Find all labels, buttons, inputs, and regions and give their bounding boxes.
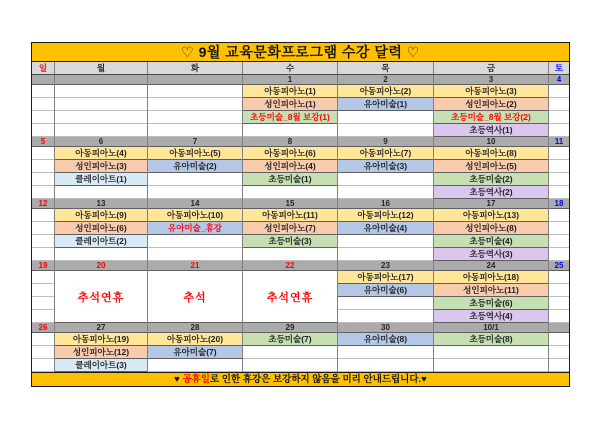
- week-row-4: [32, 261, 569, 323]
- empty-cell: [32, 248, 54, 261]
- weekday-header-thu: 목: [338, 62, 434, 74]
- empty-cell: [148, 111, 242, 124]
- empty-cell: [32, 85, 54, 98]
- class-entry: 성인피아노(4): [243, 160, 337, 173]
- day-content: [549, 147, 569, 199]
- empty-cell: [434, 346, 548, 359]
- class-entry: 성인피아노(12): [55, 346, 147, 359]
- class-entry: 아동피아노(20): [148, 333, 242, 346]
- empty-cell: [243, 248, 337, 261]
- date-cell: 9: [338, 137, 433, 147]
- empty-cell: [549, 111, 569, 124]
- empty-cell: [434, 359, 548, 372]
- empty-cell: [148, 359, 242, 372]
- date-cell: 24: [434, 261, 548, 271]
- footer-note-text: 로 인한 휴강은 보강하지 않음을 미리 안내드립니다.♥: [209, 374, 427, 385]
- weekday-header-row: [32, 62, 569, 75]
- day-column: [148, 261, 243, 323]
- class-entry: 초등미술(7): [243, 333, 337, 346]
- empty-cell: [32, 124, 54, 137]
- day-content: [148, 147, 242, 199]
- class-entry: 아동피아노(12): [338, 209, 433, 222]
- empty-cell: [549, 297, 569, 310]
- date-cell: [55, 75, 147, 85]
- date-cell: 4: [549, 75, 569, 85]
- day-column: [338, 323, 434, 372]
- class-entry: 초등역사(3): [434, 248, 548, 261]
- empty-cell: [55, 98, 147, 111]
- date-cell: 23: [338, 261, 433, 271]
- empty-cell: [148, 248, 242, 261]
- weeks-container: [32, 75, 569, 372]
- day-content: [338, 333, 433, 372]
- day-column: [549, 323, 569, 372]
- class-entry: 초등미술(6): [434, 297, 548, 310]
- empty-cell: [549, 209, 569, 222]
- empty-cell: [549, 222, 569, 235]
- empty-cell: [243, 186, 337, 199]
- empty-cell: [55, 111, 147, 124]
- day-content: [55, 333, 147, 372]
- day-column: [55, 199, 148, 261]
- day-content: [55, 271, 147, 323]
- day-column: [243, 137, 338, 199]
- day-column: [55, 75, 148, 137]
- day-column: [549, 261, 569, 323]
- class-entry: 아동피아노(11): [243, 209, 337, 222]
- footer-note-heart-left: ♥: [174, 374, 183, 385]
- empty-cell: [338, 297, 433, 310]
- day-content: [55, 147, 147, 199]
- date-cell: 30: [338, 323, 433, 333]
- empty-cell: [549, 248, 569, 261]
- empty-cell: [32, 333, 54, 346]
- class-entry: 클레이아트(1): [55, 173, 147, 186]
- class-entry: 아동피아노(10): [148, 209, 242, 222]
- week-row-2: [32, 137, 569, 199]
- day-content: [338, 85, 433, 137]
- class-entry: 아동피아노(19): [55, 333, 147, 346]
- day-content: [243, 333, 337, 372]
- day-column: [434, 199, 549, 261]
- weekday-header-wed: 수: [243, 62, 338, 74]
- date-cell: 11: [549, 137, 569, 147]
- empty-cell: [243, 346, 337, 359]
- day-column: [243, 199, 338, 261]
- class-entry: 초등미술(1): [243, 173, 337, 186]
- class-entry: 성인피아노(8): [434, 222, 548, 235]
- empty-cell: [243, 124, 337, 137]
- date-cell: 12: [32, 199, 54, 209]
- empty-cell: [32, 271, 54, 284]
- day-column: [55, 137, 148, 199]
- empty-cell: [338, 111, 433, 124]
- day-column: [148, 75, 243, 137]
- class-entry: 유아미술(6): [338, 284, 433, 297]
- empty-cell: [148, 235, 242, 248]
- empty-cell: [338, 124, 433, 137]
- class-entry: 아동피아노(4): [55, 147, 147, 160]
- date-cell: 27: [55, 323, 147, 333]
- day-column: [338, 137, 434, 199]
- empty-cell: [55, 248, 147, 261]
- class-entry: 클레이아트(2): [55, 235, 147, 248]
- class-entry: 초등미술(4): [434, 235, 548, 248]
- empty-cell: [549, 333, 569, 346]
- day-column: [55, 261, 148, 323]
- empty-cell: [148, 124, 242, 137]
- day-column: [549, 75, 569, 137]
- empty-cell: [549, 85, 569, 98]
- day-content: [32, 85, 54, 137]
- calendar-title: ♡ 9월 교육문화프로그램 수강 달력 ♡: [181, 44, 420, 60]
- day-column: [434, 75, 549, 137]
- day-content: [434, 147, 548, 199]
- empty-cell: [549, 284, 569, 297]
- empty-cell: [148, 98, 242, 111]
- day-column: [434, 261, 549, 323]
- class-entry: 초등역사(1): [434, 124, 548, 137]
- date-cell: 29: [243, 323, 337, 333]
- day-column: [338, 199, 434, 261]
- date-cell: 6: [55, 137, 147, 147]
- class-entry: 유아미술(7): [148, 346, 242, 359]
- date-cell: 13: [55, 199, 147, 209]
- empty-cell: [55, 124, 147, 137]
- day-content: [243, 271, 337, 323]
- day-content: [434, 85, 548, 137]
- empty-cell: [549, 160, 569, 173]
- day-column: [338, 75, 434, 137]
- date-cell: [32, 75, 54, 85]
- date-cell: 17: [434, 199, 548, 209]
- day-column: [434, 323, 549, 372]
- class-entry: 성인피아노(3): [55, 160, 147, 173]
- date-cell: [549, 323, 569, 333]
- date-cell: 1: [243, 75, 337, 85]
- day-content: [434, 333, 548, 372]
- class-entry: 초등미술_8월 보강(1): [243, 111, 337, 124]
- class-entry: 아동피아노(2): [338, 85, 433, 98]
- empty-cell: [243, 359, 337, 372]
- week-row-3: [32, 199, 569, 261]
- day-column: [243, 261, 338, 323]
- class-entry: 아동피아노(9): [55, 209, 147, 222]
- empty-cell: [32, 111, 54, 124]
- weekday-header-mon: 월: [55, 62, 148, 74]
- weekday-header-fri: 금: [434, 62, 549, 74]
- empty-cell: [338, 173, 433, 186]
- empty-cell: [148, 85, 242, 98]
- day-content: [338, 209, 433, 261]
- empty-cell: [549, 147, 569, 160]
- empty-cell: [338, 359, 433, 372]
- date-cell: 22: [243, 261, 337, 271]
- day-content: [148, 333, 242, 372]
- day-content: [32, 333, 54, 372]
- holiday-cell: 추석: [148, 271, 242, 323]
- week-row-5: [32, 323, 569, 372]
- class-entry: 성인피아노(11): [434, 284, 548, 297]
- empty-cell: [32, 359, 54, 372]
- day-content: [148, 85, 242, 137]
- date-cell: 2: [338, 75, 433, 85]
- date-cell: 14: [148, 199, 242, 209]
- class-entry: 클레이아트(3): [55, 359, 147, 372]
- empty-cell: [32, 284, 54, 297]
- date-cell: 19: [32, 261, 54, 271]
- class-entry: 아동피아노(6): [243, 147, 337, 160]
- class-entry: 아동피아노(18): [434, 271, 548, 284]
- empty-cell: [32, 297, 54, 310]
- date-cell: 8: [243, 137, 337, 147]
- day-content: [32, 147, 54, 199]
- day-column: [148, 137, 243, 199]
- empty-cell: [549, 359, 569, 372]
- class-entry: 성인피아노(1): [243, 98, 337, 111]
- empty-cell: [549, 271, 569, 284]
- empty-cell: [32, 235, 54, 248]
- class-entry: 유아미술(1): [338, 98, 433, 111]
- class-entry: 초등역사(4): [434, 310, 548, 323]
- class-entry: 유아미술(8): [338, 333, 433, 346]
- date-cell: 20: [55, 261, 147, 271]
- empty-cell: [55, 186, 147, 199]
- weekday-header-sat: 토: [549, 62, 569, 74]
- empty-cell: [549, 124, 569, 137]
- day-content: [148, 209, 242, 261]
- day-content: [243, 85, 337, 137]
- class-entry: 아동피아노(8): [434, 147, 548, 160]
- date-cell: 21: [148, 261, 242, 271]
- empty-cell: [338, 186, 433, 199]
- class-entry: 초등미술(2): [434, 173, 548, 186]
- class-entry: 아동피아노(3): [434, 85, 548, 98]
- empty-cell: [32, 173, 54, 186]
- day-content: [55, 85, 147, 137]
- week-row-1: [32, 75, 569, 137]
- empty-cell: [549, 235, 569, 248]
- day-content: [32, 209, 54, 261]
- empty-cell: [338, 248, 433, 261]
- day-column: [32, 75, 55, 137]
- class-entry: 아동피아노(5): [148, 147, 242, 160]
- empty-cell: [32, 147, 54, 160]
- day-column: [243, 323, 338, 372]
- class-entry: 아동피아노(7): [338, 147, 433, 160]
- day-column: [148, 323, 243, 372]
- day-column: [32, 323, 55, 372]
- footer-note: [32, 372, 569, 386]
- empty-cell: [549, 173, 569, 186]
- empty-cell: [55, 85, 147, 98]
- class-entry: 성인피아노(5): [434, 160, 548, 173]
- day-content: [32, 271, 54, 323]
- day-column: [434, 137, 549, 199]
- holiday-cell: 추석연휴: [55, 271, 147, 323]
- september-class-calendar: [31, 42, 570, 387]
- day-content: [338, 271, 433, 323]
- day-column: [32, 199, 55, 261]
- empty-cell: [32, 98, 54, 111]
- date-cell: 15: [243, 199, 337, 209]
- class-entry: 유아미술_휴강: [148, 222, 242, 235]
- holiday-cell: 추석연휴: [243, 271, 337, 323]
- date-cell: 7: [148, 137, 242, 147]
- empty-cell: [32, 222, 54, 235]
- day-content: [549, 209, 569, 261]
- class-entry: 초등미술_8월 보강(2): [434, 111, 548, 124]
- empty-cell: [549, 186, 569, 199]
- empty-cell: [32, 346, 54, 359]
- empty-cell: [338, 346, 433, 359]
- day-content: [338, 147, 433, 199]
- day-column: [55, 323, 148, 372]
- empty-cell: [32, 186, 54, 199]
- day-content: [549, 271, 569, 323]
- weekday-header-tue: 화: [148, 62, 243, 74]
- empty-cell: [148, 173, 242, 186]
- empty-cell: [549, 98, 569, 111]
- empty-cell: [148, 186, 242, 199]
- class-entry: 아동피아노(1): [243, 85, 337, 98]
- class-entry: 아동피아노(13): [434, 209, 548, 222]
- day-content: [55, 209, 147, 261]
- calendar-title-bar: [32, 43, 569, 62]
- day-column: [32, 261, 55, 323]
- footer-note-holiday-word: 공휴일: [182, 374, 210, 385]
- day-content: [243, 209, 337, 261]
- empty-cell: [32, 209, 54, 222]
- class-entry: 유아미술(4): [338, 222, 433, 235]
- class-entry: 유아미술(3): [338, 160, 433, 173]
- day-content: [243, 147, 337, 199]
- day-column: [338, 261, 434, 323]
- day-column: [148, 199, 243, 261]
- empty-cell: [338, 235, 433, 248]
- class-entry: 성인피아노(2): [434, 98, 548, 111]
- empty-cell: [549, 310, 569, 323]
- class-entry: 성인피아노(7): [243, 222, 337, 235]
- class-entry: 초등미술(3): [243, 235, 337, 248]
- day-content: [434, 209, 548, 261]
- date-cell: [148, 75, 242, 85]
- date-cell: 28: [148, 323, 242, 333]
- class-entry: 성인피아노(6): [55, 222, 147, 235]
- weekday-header-sun: 일: [32, 62, 55, 74]
- day-content: [549, 333, 569, 372]
- date-cell: 26: [32, 323, 54, 333]
- day-content: [434, 271, 548, 323]
- day-column: [549, 137, 569, 199]
- class-entry: 유아미술(2): [148, 160, 242, 173]
- empty-cell: [338, 310, 433, 323]
- date-cell: 10/1: [434, 323, 548, 333]
- date-cell: 25: [549, 261, 569, 271]
- empty-cell: [32, 160, 54, 173]
- date-cell: 10: [434, 137, 548, 147]
- empty-cell: [549, 346, 569, 359]
- date-cell: 16: [338, 199, 433, 209]
- day-content: [148, 271, 242, 323]
- day-column: [243, 75, 338, 137]
- day-column: [32, 137, 55, 199]
- class-entry: 초등역사(2): [434, 186, 548, 199]
- date-cell: 18: [549, 199, 569, 209]
- class-entry: 초등미술(8): [434, 333, 548, 346]
- date-cell: 3: [434, 75, 548, 85]
- day-content: [549, 85, 569, 137]
- empty-cell: [32, 310, 54, 323]
- class-entry: 아동피아노(17): [338, 271, 433, 284]
- date-cell: 5: [32, 137, 54, 147]
- day-column: [549, 199, 569, 261]
